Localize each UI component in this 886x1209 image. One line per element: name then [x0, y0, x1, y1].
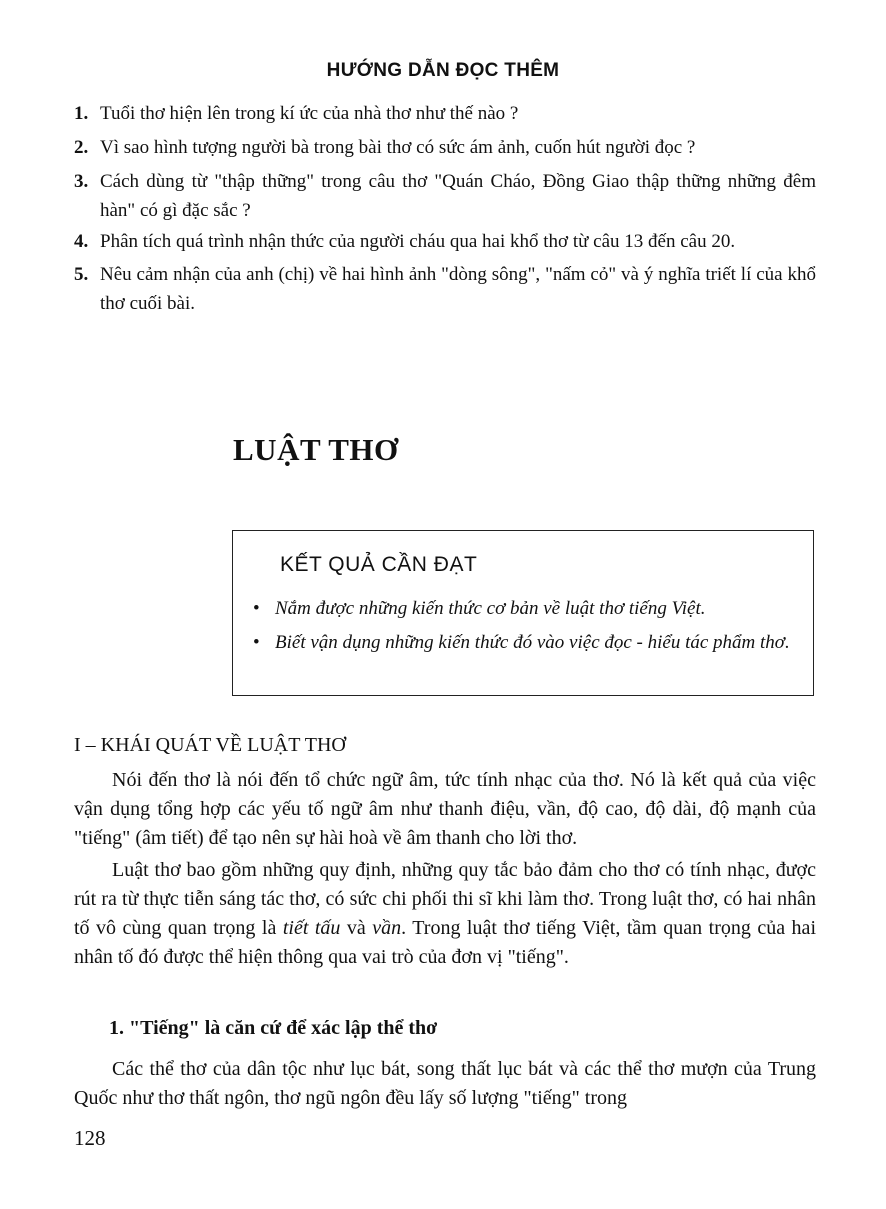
paragraph [74, 856, 816, 972]
question-item [74, 260, 816, 318]
term-tiet-tau: tiết tấu [282, 917, 341, 939]
paragraph: Các thể thơ của dân tộc như lục bát, song thất lục bát và các thể thơ mượn của Trung Quốc như thơ thất ngôn, thơ ngũ ngôn đều lấy số lượng "tiếng" trong [74, 1058, 816, 1109]
paragraph-text: và [340, 917, 373, 939]
question-item [74, 167, 816, 225]
learning-goals-title: KẾT QUẢ CẦN ĐẠT [280, 553, 478, 576]
learning-goal-item [253, 628, 797, 657]
page-number: 128 [74, 1126, 106, 1150]
question-text: Phân tích quá trình nhận thức của người cháu qua hai khổ thơ từ câu 13 đến câu 20. [100, 231, 736, 252]
paragraph: Nói đến thơ là nói đến tổ chức ngữ âm, tức tính nhạc của thơ. Nó là kết quả của việc vận dụng tổng hợp các yếu tố ngữ âm như thanh điệu, vần, độ cao, độ dài, độ mạnh của "tiếng" (âm tiết) để tạo nên sự hài hoà về âm thanh cho lời thơ. [74, 769, 816, 849]
guide-title: HƯỚNG DẪN ĐỌC THÊM [326, 60, 560, 81]
question-text: Vì sao hình tượng người bà trong bài thơ có sức ám ảnh, cuốn hút người đọc ? [100, 137, 696, 158]
question-text: Cách dùng từ "thập thững" trong câu thơ "Quán Cháo, Đồng Giao thập thững những đêm hàn" có gì đặc sắc ? [100, 171, 816, 221]
question-number: 2. [74, 137, 89, 158]
learning-goal-item [253, 594, 797, 623]
learning-goals-box [232, 530, 814, 696]
bullet-icon: • [253, 598, 260, 619]
paragraph-text: . Trong luật thơ tiếng Việt, tầm quan trọng của hai nhân tố đó được thể hiện thông qua vai trò của đơn vị "tiếng". [74, 917, 816, 968]
question-number: 1. [74, 103, 89, 124]
bullet-icon: • [253, 632, 260, 653]
section-heading: I – KHÁI QUÁT VỀ LUẬT THƠ [74, 734, 346, 756]
learning-goal-text: Nắm được những kiến thức cơ bản về luật thơ tiếng Việt. [275, 598, 706, 619]
question-item [74, 227, 816, 256]
question-number: 3. [74, 171, 89, 192]
lesson-title: LUẬT THƠ [233, 432, 399, 467]
sub-heading: 1. "Tiếng" là căn cứ để xác lập thể thơ [109, 1017, 438, 1039]
question-text: Nêu cảm nhận của anh (chị) về hai hình ảnh "dòng sông", "nấm cỏ" và ý nghĩa triết lí của khổ thơ cuối bài. [100, 264, 816, 314]
question-text: Tuổi thơ hiện lên trong kí ức của nhà thơ như thế nào ? [100, 103, 519, 124]
learning-goal-text: Biết vận dụng những kiến thức đó vào việc đọc - hiểu tác phẩm thơ. [275, 632, 790, 653]
question-number: 4. [74, 231, 89, 252]
question-number: 5. [74, 264, 89, 285]
paragraph-text: Luật thơ bao gồm những quy định, những quy tắc bảo đảm cho thơ có tính nhạc, được rút ra từ thực tiễn sáng tác thơ, có sức chi phối thi sĩ khi làm thơ. Trong luật thơ, có hai nhân tố vô cùng quan trọng là [74, 859, 816, 939]
term-van: vần [372, 917, 402, 939]
question-item [74, 99, 816, 128]
question-item [74, 133, 816, 162]
